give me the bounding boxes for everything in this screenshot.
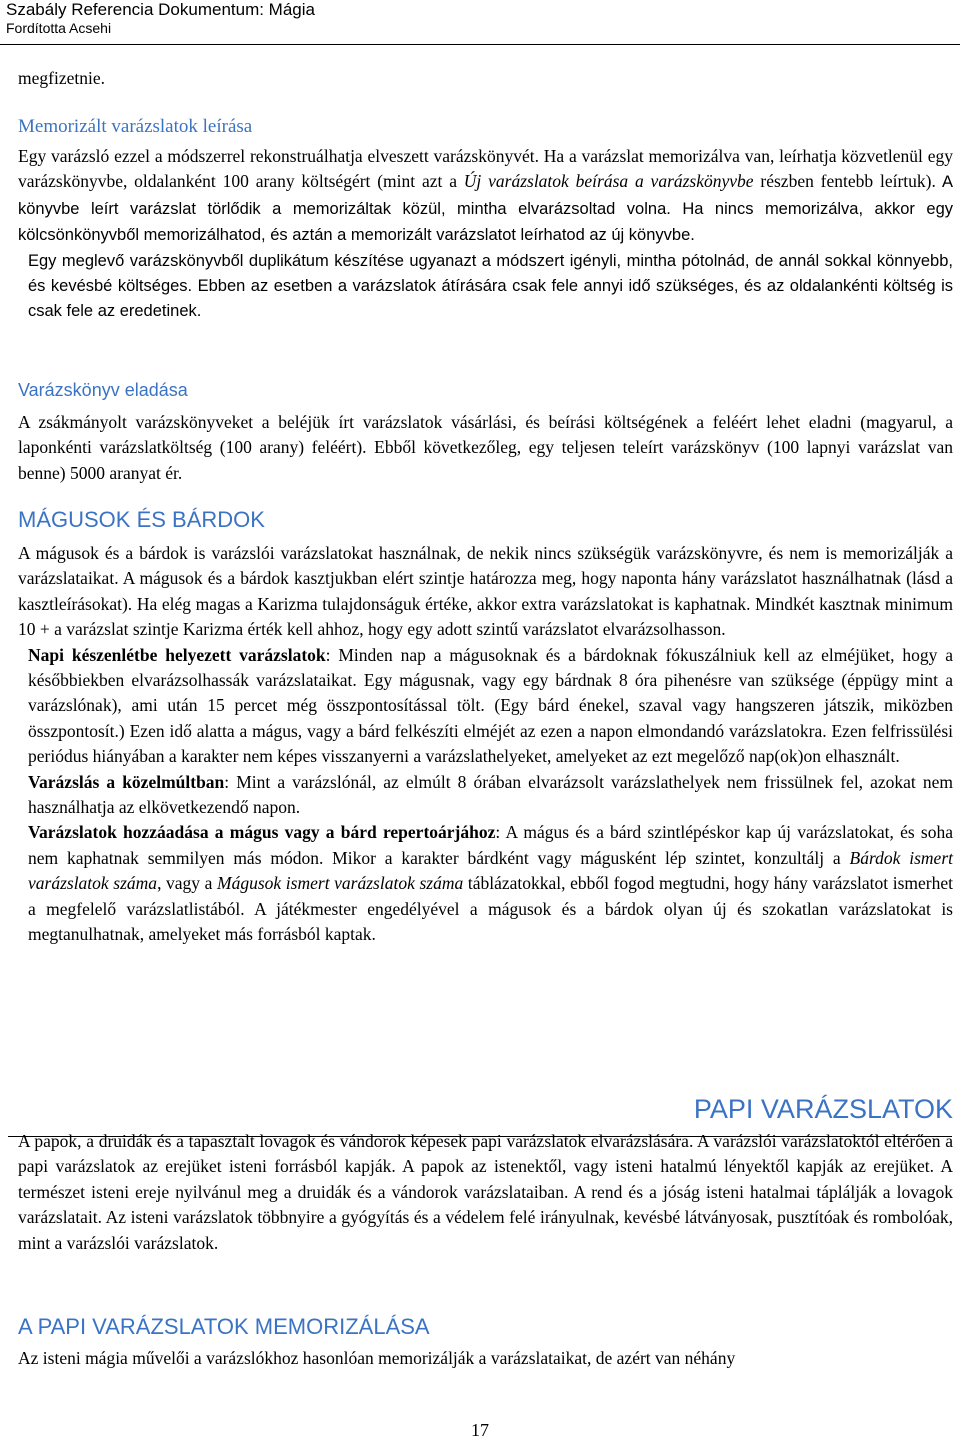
paragraph: Napi készenlétbe helyezett varázslatok: Minden nap a mágusoknak és a bárdoknak fókuszálniuk kell az elméjüket, hogy a későbbiekben elvarázsolhassák varázslataikat. Egy mágusnak, vagy egy bárdnak 8 óra pihenésre van szüksége (éppügy mint a varázslónak), ami után 15 percet még összpontosítással tölt. (Egy bárd énekel, szaval vagy hangszeren játszik, miközben összpontosít.) Ezen idő alatta a mágus, vagy a bárd felkészíti elméjét az ezen a napon elmondandó varázslatokra. Ezen felfrissülési periódus hiányában a karakter nem képes visszanyerni a varázslathelyeket, amelyeket az ezt megelőző nap(ok)on elhasznált.: [28, 644, 953, 767]
section-sorcerers-bards: [18, 507, 953, 948]
section-spellbook-selling: [18, 380, 953, 486]
page-number: 17: [471, 1420, 489, 1440]
paragraph: Varázslás a közelmúltban: Mint a varázslónál, az elmúlt 8 órában elvarázsolt varázslathelyek nem frissülnek fel, azokat nem használhatja az elkövetkezendő napon.: [28, 771, 953, 818]
section-heading: Memorizált varázslatok leírása: [18, 116, 253, 137]
document-title: Szabály Referencia Dokumentum: Mágia: [6, 0, 315, 19]
section-heading: MÁGUSOK ÉS BÁRDOK: [18, 507, 265, 532]
paragraph: A papok, a druidák és a tapasztalt lovagok és vándorok képesek papi varázslatok elvarázslására. A varázslói varázslatoktól eltérően a papi varázslatok az erejüket isteni forrásból kapják. A papok az istenektől, vagy isteni hatalmú lényektől kapják az erejüket. A természet isteni ereje nyilvánul meg a druidák és a vándorok varázslataiban. A rend és a jóság isteni hatalmai táplálják a lovagok varázslatait. Az isteni varázslatok többnyire a gyógyítás és a védelem felé irányulnak, kevésbé látványosak, pusztítóak és rombolóak, mint a varázslói varázslatok.: [18, 1131, 953, 1253]
header-rule: [0, 44, 960, 45]
paragraph: Egy varázsló ezzel a módszerrel rekonstruálhatja elveszett varázskönyvét. Ha a varázslat memorizálva van, leírhatja közvetlenül egy varázskönyvbe, oldalanként 100 arany költségért (mint azt a Új varázslatok beírása a varázskönyvbe részben fentebb leírtuk). A könyvbe leírt varázslat törlődik a memorizáltak közül, mintha elvarázsoltad volna. Ha nincs memorizálva, akkor egy kölcsönkönyvből memorizálhatod, és aztán a memorizált varázslatot leírhatod az új könyvbe.: [18, 146, 953, 245]
section-heading: A PAPI VARÁZSLATOK MEMORIZÁLÁSA: [18, 1314, 430, 1339]
section-memorized-spells: [18, 116, 953, 325]
continuation-paragraph: megfizetnie.: [18, 68, 105, 88]
page-header: [6, 0, 315, 38]
translator-credit: Fordította Acsehi: [6, 20, 112, 36]
section-heading: Varázskönyv eladása: [18, 380, 188, 400]
paragraph: A zsákmányolt varázskönyveket a beléjük írt varázslatok vásárlási, és beírási költségének a feléért lehet eladni (magyarul, a laponkénti varázslatköltség (100 arany) feléért). Ebből következőleg, egy teljesen teleírt varázskönyv (100 lapnyi varázslat van benne) 5000 aranyat ér.: [18, 412, 953, 483]
paragraph: Az isteni mágia művelői a varázslókhoz hasonlóan memorizálják a varázslataikat, de azért van néhány: [18, 1348, 736, 1368]
section-heading: PAPI VARÁZSLATOK: [693, 1094, 953, 1124]
section-divine-memorization: [18, 1314, 953, 1371]
section-divine-spells: [18, 1094, 953, 1256]
section-divider: [8, 1136, 952, 1137]
paragraph: A mágusok és a bárdok is varázslói varázslatokat használnak, de nekik nincs szükségük varázskönyvre, és nem is memorizálják a varázslataikat. A mágusok és a bárdok kasztjukban elért szintje határozza meg, hogy naponta hány varázslatot használhatnak (lásd a kasztleírásokat). Ha elég magas a Karizma tulajdonságuk értéke, akkor extra varázslatokat is kaphatnak. Mindkét kasztnak minimum 10 + a varázslat szintje Karizma érték kell ahhoz, hogy egy adott szintű varázslatot elvarázsolhasson.: [18, 543, 953, 640]
paragraph: Varázslatok hozzáadása a mágus vagy a bárd repertoárjához: A mágus és a bárd szintlépéskor kap új varázslatokat, és soha nem kaphatnak semmilyen más módon. Mikor a karakter bárdként vagy mágusként lép szintet, konzultálj a Bárdok ismert varázslatok száma, vagy a Mágusok ismert varázslatok száma táblázatokkal, ebből fogod megtudni, hogy hány varázslatot ismerhet a megfelelő varázslatlistából. A játékmester engedélyével a mágusok és a bárdok olyan új és szokatlan varázslatokat is megtanulhatnak, amelyeket más forrásból kaptak.: [28, 822, 953, 945]
paragraph: Egy meglevő varázskönyvből duplikátum készítése ugyanazt a módszert igényli, mintha pótolnád, de annál sokkal könnyebb, és kevésbé költséges. Ebben az esetben a varázslatok átírására csak fele annyi idő szükséges, és az oldalankénti költség is csak fele az eredetinek.: [28, 251, 954, 321]
